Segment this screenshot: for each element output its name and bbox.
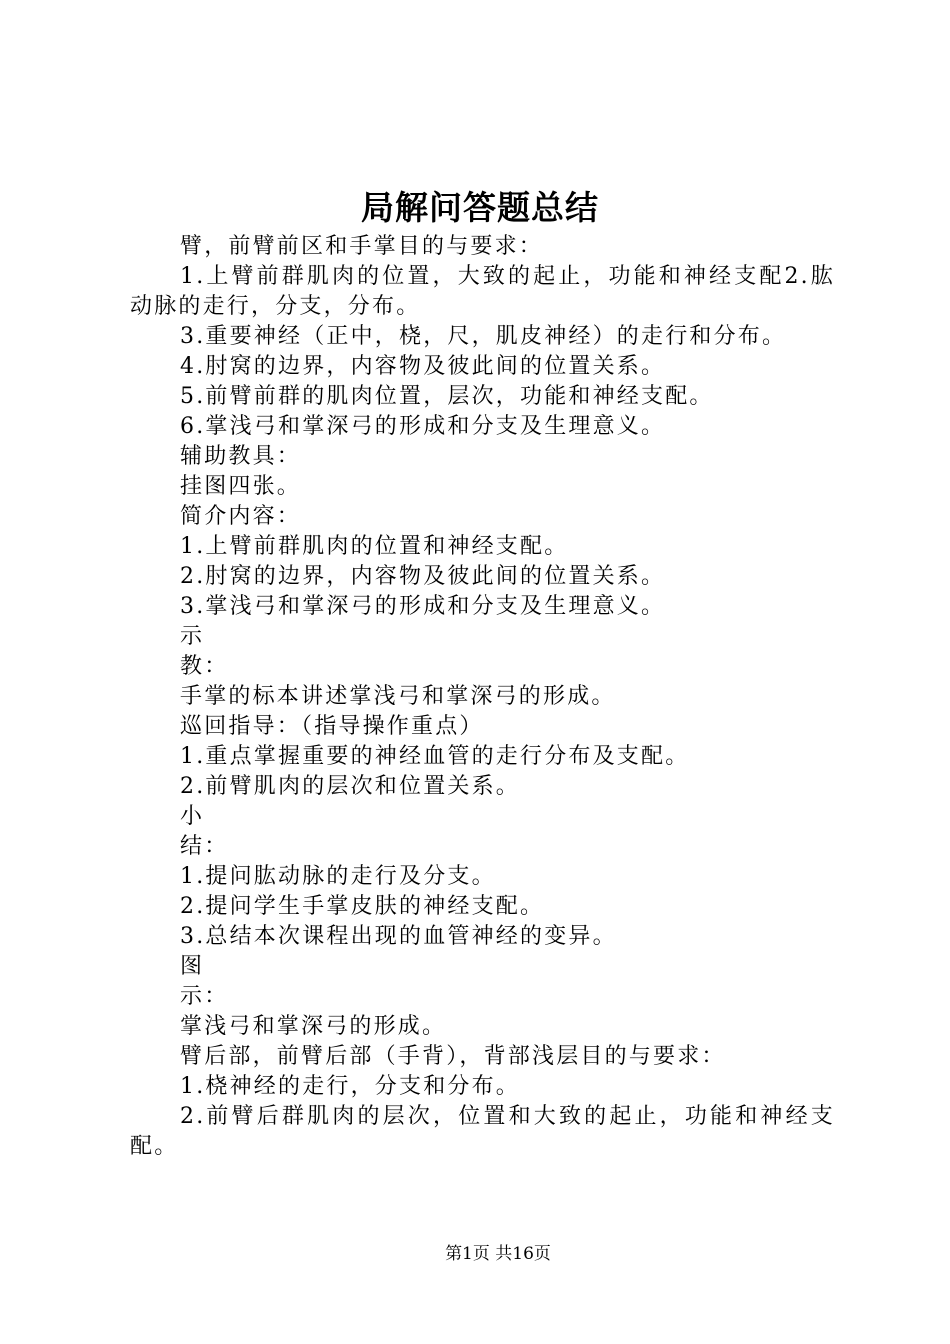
text-line: 手掌的标本讲述掌浅弓和掌深弓的形成。 [180,684,616,709]
text-line: 教： [180,654,229,679]
text-line: 图 [180,954,205,979]
text-line: 示： [180,984,229,1009]
text-line: 1.上臂前群肌肉的位置和神经支配。 [180,534,569,559]
text-line: 2.前臂后群肌肉的层次，位置和大致的起止，功能和神经支配。 [130,1104,835,1159]
document-title: 局解问答题总结 [361,188,599,227]
text-line: 3.掌浅弓和掌深弓的形成和分支及生理意义。 [180,594,666,619]
text-line: 6.掌浅弓和掌深弓的形成和分支及生理意义。 [180,414,666,439]
text-line: 1.上臂前群肌肉的位置，大致的起止，功能和神经支配2.肱动脉的走行，分支，分布。 [130,264,835,319]
text-line: 3.总结本次课程出现的血管神经的变异。 [180,924,617,949]
text-line: 臂，前臂前区和手掌目的与要求： [180,234,544,259]
text-line: 示 [180,624,205,649]
text-line: 掌浅弓和掌深弓的形成。 [180,1014,447,1039]
text-line: 辅助教具： [180,444,302,469]
text-line: 小 [180,804,205,829]
text-line: 2.肘窝的边界，内容物及彼此间的位置关系。 [180,564,666,589]
text-line: 1.桡神经的走行，分支和分布。 [180,1074,520,1099]
text-line: 3.重要神经（正中，桡，尺，肌皮神经）的走行和分布。 [180,324,787,349]
text-line: 1.提问肱动脉的走行及分支。 [180,864,496,889]
text-line: 结： [180,834,229,859]
text-line: 挂图四张。 [180,474,302,499]
text-line: 1.重点掌握重要的神经血管的走行分布及支配。 [180,744,690,769]
document-body [130,232,835,1162]
text-line: 简介内容： [180,504,302,529]
text-line: 5.前臂前群的肌肉位置，层次，功能和神经支配。 [180,384,714,409]
text-line: 臂后部，前臂后部（手背），背部浅层目的与要求： [180,1044,726,1069]
text-line: 巡回指导：（指导操作重点） [180,714,484,739]
page-footer: 第1页 共16页 [445,1244,551,1264]
text-line: 2.提问学生手掌皮肤的神经支配。 [180,894,545,919]
text-line: 2.前臂肌肉的层次和位置关系。 [180,774,520,799]
text-line: 4.肘窝的边界，内容物及彼此间的位置关系。 [180,354,666,379]
